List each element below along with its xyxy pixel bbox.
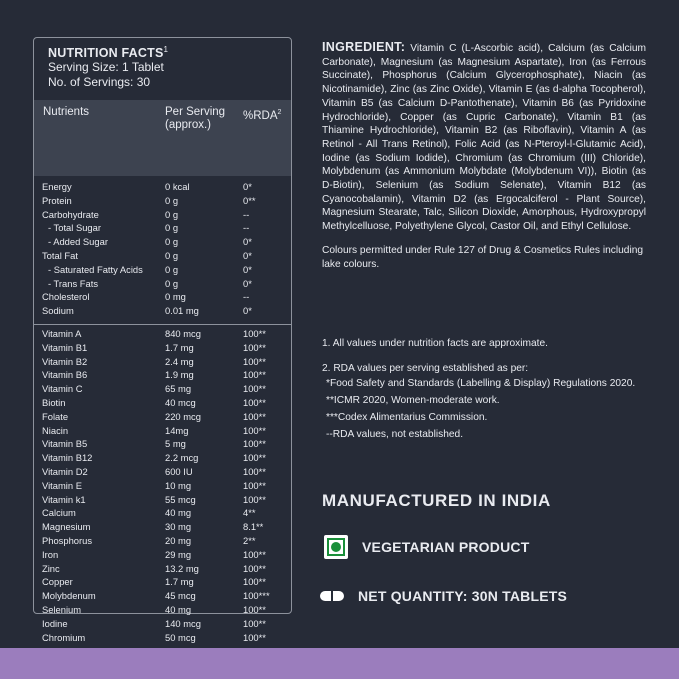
nutrient-rda: 100** xyxy=(243,479,266,491)
net-quantity-badge xyxy=(320,588,567,604)
nutrient-rda: 100** xyxy=(243,576,266,588)
nutrient-amount: 140 mcg xyxy=(165,617,201,629)
vegetarian-mark-icon xyxy=(324,535,348,559)
footnote-2: 2. RDA values per serving established as per: xyxy=(322,363,529,374)
nutrient-amount: 1.7 mg xyxy=(165,341,194,353)
nutrient-amount: 65 mg xyxy=(165,383,192,395)
nutrient-row xyxy=(34,617,291,631)
table-divider xyxy=(34,324,291,325)
nutrient-rda: 100** xyxy=(243,341,266,353)
nutrient-rda: 0* xyxy=(243,277,252,289)
nutrient-amount: 20 mg xyxy=(165,534,192,546)
nutrient-name: - Added Sugar xyxy=(48,236,108,248)
nutrient-amount: 0 g xyxy=(165,222,179,234)
nutrient-row xyxy=(34,263,291,277)
nutrient-amount: 40 mcg xyxy=(165,396,196,408)
nutrient-name: Copper xyxy=(42,576,73,588)
nutrient-rda: 100** xyxy=(243,548,266,560)
nutrient-row xyxy=(34,589,291,603)
nutrient-rda: 4** xyxy=(243,507,256,519)
vegetarian-label: VEGETARIAN PRODUCT xyxy=(362,539,530,555)
nutrient-amount: 30 mg xyxy=(165,521,192,533)
nutrient-name: Biotin xyxy=(42,396,66,408)
nutrient-amount: 45 mcg xyxy=(165,590,196,602)
nutrient-name: - Total Sugar xyxy=(48,222,101,234)
footnotes xyxy=(322,337,652,441)
nutrient-row xyxy=(34,327,291,341)
nutrient-name: Iron xyxy=(42,548,59,560)
nutrient-row xyxy=(34,208,291,222)
nutrient-row xyxy=(34,479,291,493)
nutrient-row xyxy=(34,368,291,382)
footnote-rda-na: --RDA values, not established. xyxy=(326,429,464,440)
nutrient-amount: 840 mcg xyxy=(165,328,201,339)
nutrient-name: Vitamin k1 xyxy=(42,493,86,505)
nutrient-rda: 0* xyxy=(243,181,252,192)
nutrient-row xyxy=(34,631,291,645)
nutrient-rda: 100** xyxy=(243,438,266,450)
nutrient-name: Vitamin A xyxy=(42,328,82,339)
nutrient-name: Vitamin B2 xyxy=(42,355,88,367)
nutrient-row xyxy=(34,534,291,548)
nutrient-rda: 0** xyxy=(243,194,256,206)
nutrient-row xyxy=(34,520,291,534)
nutrient-rda: 100*** xyxy=(243,590,270,602)
nutrient-rda: 100** xyxy=(243,493,266,505)
nutrient-name: Phosphorus xyxy=(42,534,93,546)
net-quantity-label: NET QUANTITY: 30N TABLETS xyxy=(358,588,568,604)
nutrient-name: Vitamin B5 xyxy=(42,438,88,450)
column-per-serving: Per Serving (approx.) xyxy=(165,106,226,131)
nutrient-rda: -- xyxy=(243,291,250,303)
nutrient-amount: 40 mg xyxy=(165,603,192,615)
nutrient-row xyxy=(34,277,291,291)
nutrition-facts-header xyxy=(34,38,291,90)
nutrient-name: Calcium xyxy=(42,507,76,519)
nutrient-name: Sodium xyxy=(42,305,74,317)
ingredient-label: INGREDIENT: xyxy=(322,40,406,54)
nutrient-amount: 0.01 mg xyxy=(165,305,199,317)
footnote-rda-fssai: *Food Safety and Standards (Labelling & Display) Regulations 2020. xyxy=(326,378,636,389)
nutrient-amount: 10 mg xyxy=(165,479,192,491)
nutrient-row xyxy=(34,506,291,520)
nutrient-rda: 100** xyxy=(243,452,266,464)
footnote-rda-icmr: **ICMR 2020, Women-moderate work. xyxy=(326,395,500,406)
nutrient-rda: 100** xyxy=(243,396,266,408)
nutrient-row xyxy=(34,235,291,249)
nutrient-name: Protein xyxy=(42,194,72,206)
vegetarian-badge xyxy=(324,535,529,559)
nutrient-row xyxy=(34,290,291,304)
colours-note: Colours permitted under Rule 127 of Drug & Cosmetics Rules including lake colours. xyxy=(322,244,644,270)
footnote-1: 1. All values under nutrition facts are approximate. xyxy=(322,338,548,349)
nutrient-rda: 100** xyxy=(243,465,266,477)
nutrient-amount: 0 g xyxy=(165,277,179,289)
nutrient-rda: 100** xyxy=(243,328,266,339)
ingredient-section xyxy=(322,41,646,271)
nutrient-amount: 0 g xyxy=(165,194,179,206)
nutrient-amount: 55 mcg xyxy=(165,493,196,505)
nutrition-facts-panel xyxy=(33,37,292,643)
nutrient-row xyxy=(34,424,291,438)
nutrient-row xyxy=(34,575,291,589)
column-rda: %RDA$^2$ xyxy=(243,109,282,122)
nutrient-amount: 0 g xyxy=(165,236,179,248)
nutrient-name: Carbohydrate xyxy=(42,208,99,220)
nutrient-rda: 100** xyxy=(243,617,266,629)
nutrient-rda: 100** xyxy=(243,355,266,367)
nutrient-name: Vitamin D2 xyxy=(42,465,88,477)
nutrient-name: Niacin xyxy=(42,424,69,436)
nutrient-row xyxy=(34,249,291,263)
nutrient-row xyxy=(34,548,291,562)
nutrient-name: Vitamin B1 xyxy=(42,341,88,353)
nutrient-name: Energy xyxy=(42,181,72,192)
nutrient-name: Vitamin B6 xyxy=(42,369,88,381)
nutrient-rda: -- xyxy=(243,208,250,220)
nutrient-rda: 100** xyxy=(243,369,266,381)
nutrient-row xyxy=(34,382,291,396)
nutrient-rda: 100** xyxy=(243,410,266,422)
nutrient-amount: 40 mg xyxy=(165,507,192,519)
nutrient-rda: 8.1** xyxy=(243,521,264,533)
nutrient-name: - Trans Fats xyxy=(48,277,99,289)
nutrient-rda: 0* xyxy=(243,236,252,248)
nutrient-amount: 0 g xyxy=(165,208,179,220)
nutrient-amount: 29 mg xyxy=(165,548,192,560)
nutrient-amount: 2.2 mcg xyxy=(165,452,199,464)
nutrient-row xyxy=(34,396,291,410)
nutrient-row xyxy=(34,603,291,617)
nutrient-amount: 50 mcg xyxy=(165,631,196,643)
nutrient-amount: 0 kcal xyxy=(165,181,190,192)
nutrient-name: Vitamin B12 xyxy=(42,452,93,464)
footnote-rda-codex: ***Codex Alimentarius Commission. xyxy=(326,412,488,423)
micronutrient-rows xyxy=(34,327,291,644)
nutrition-facts-title: NUTRITION FACTS$^1$ xyxy=(48,45,169,61)
nutrient-name: Vitamin C xyxy=(42,383,83,395)
nutrient-rda: 100** xyxy=(243,383,266,395)
nutrient-row xyxy=(34,194,291,208)
nutrient-amount: 2.4 mg xyxy=(165,355,194,367)
nutrient-row xyxy=(34,562,291,576)
column-nutrients: Nutrients xyxy=(43,106,90,118)
nutrient-amount: 0 g xyxy=(165,249,179,261)
nutrient-row xyxy=(34,493,291,507)
nutrient-name: Selenium xyxy=(42,603,82,615)
nutrient-amount: 600 IU xyxy=(165,465,193,477)
nutrient-name: Folate xyxy=(42,410,69,422)
nutrient-row xyxy=(34,304,291,318)
nutrient-row xyxy=(34,451,291,465)
nutrient-rda: 100** xyxy=(243,562,266,574)
nutrient-row xyxy=(34,355,291,369)
nutrient-name: Chromium xyxy=(42,631,86,643)
nutrient-rda: 0* xyxy=(243,249,252,261)
nutrient-amount: 14mg xyxy=(165,424,189,436)
nutrient-name: Vitamin E xyxy=(42,479,82,491)
capsule-icon xyxy=(320,590,346,602)
nutrient-row xyxy=(34,410,291,424)
nutrient-amount: 0 g xyxy=(165,263,179,275)
ingredient-text: INGREDIENT: Vitamin C (L-Ascorbic acid), Calcium (as Calcium Carbonate), Magnesium (as Magnesium Aspartate), Iron (as Ferrous Succinate), Phosphorus (Calcium Glycerophosphate), Niacin (as Nicotinamide), Zinc (as Zinc Oxide), Vitamin E (as d-alpha Tocopherol), Vitamin B5 (as Calcium D-Pantothenate), Vitamin B6 (as Pyridoxine Hydrochloride), Copper (as Cupric Carbonate), Vitamin B1 (as Thiamine Hydrochloride), Vitamin B2 (as Riboflavin), Vitamin A (as Retinol - All Trans Retinol), Folic Acid (as N-Pteroyl-l-Glutamic Acid), Iodine (as Sodium Iodide), Chromium (as Chromium (III) Chloride), Molybdenum (as Ammonium Molybdate (Molybdenum VI)), Biotin (as D-Biotin), Selenium (as Sodium Selenate), Vitamin B12 (as Cyanocobalamin), Vitamin D2 (as Ergocalciferol - Plant Source), Magnesium Stearate, Talc, Silicon Dioxide, Amorphous, Hydroxypropyl Methylcelluose, Polyethylene Glycol, Castor Oil, and Ethyl Cellulose. xyxy=(322,40,646,233)
nutrient-amount: 1.7 mg xyxy=(165,576,194,588)
nutrient-row xyxy=(34,465,291,479)
nutrient-name: Zinc xyxy=(42,562,60,574)
nutrient-row xyxy=(34,437,291,451)
nutrient-name: - Saturated Fatty Acids xyxy=(48,263,143,275)
nutrient-name: Iodine xyxy=(42,617,68,629)
nutrient-rda: 0* xyxy=(243,305,252,317)
nutrient-amount: 1.9 mg xyxy=(165,369,194,381)
nutrient-row xyxy=(34,180,291,194)
nutrient-rda: 100** xyxy=(243,631,266,643)
macronutrient-rows xyxy=(34,180,291,318)
nutrient-rda: 0* xyxy=(243,263,252,275)
nutrient-name: Molybdenum xyxy=(42,590,96,602)
nutrient-amount: 13.2 mg xyxy=(165,562,199,574)
nutrient-rda: 2** xyxy=(243,534,256,546)
nutrient-amount: 220 mcg xyxy=(165,410,201,422)
serving-size: Serving Size: 1 Tablet xyxy=(48,60,164,75)
bottom-color-band xyxy=(0,648,679,679)
nutrient-name: Magnesium xyxy=(42,521,91,533)
nutrient-row xyxy=(34,341,291,355)
nutrient-rda: 100** xyxy=(243,424,266,436)
nutrient-row xyxy=(34,221,291,235)
manufactured-in-india: MANUFACTURED IN INDIA xyxy=(322,491,551,510)
nutrient-rda: -- xyxy=(243,222,250,234)
table-column-header xyxy=(34,100,291,176)
nutrient-rda: 100** xyxy=(243,603,266,615)
nutrient-amount: 5 mg xyxy=(165,438,186,450)
nutrient-name: Cholesterol xyxy=(42,291,90,303)
nutrient-amount: 0 mg xyxy=(165,291,186,303)
nutrient-name: Total Fat xyxy=(42,249,78,261)
servings-count: No. of Servings: 30 xyxy=(48,75,151,90)
